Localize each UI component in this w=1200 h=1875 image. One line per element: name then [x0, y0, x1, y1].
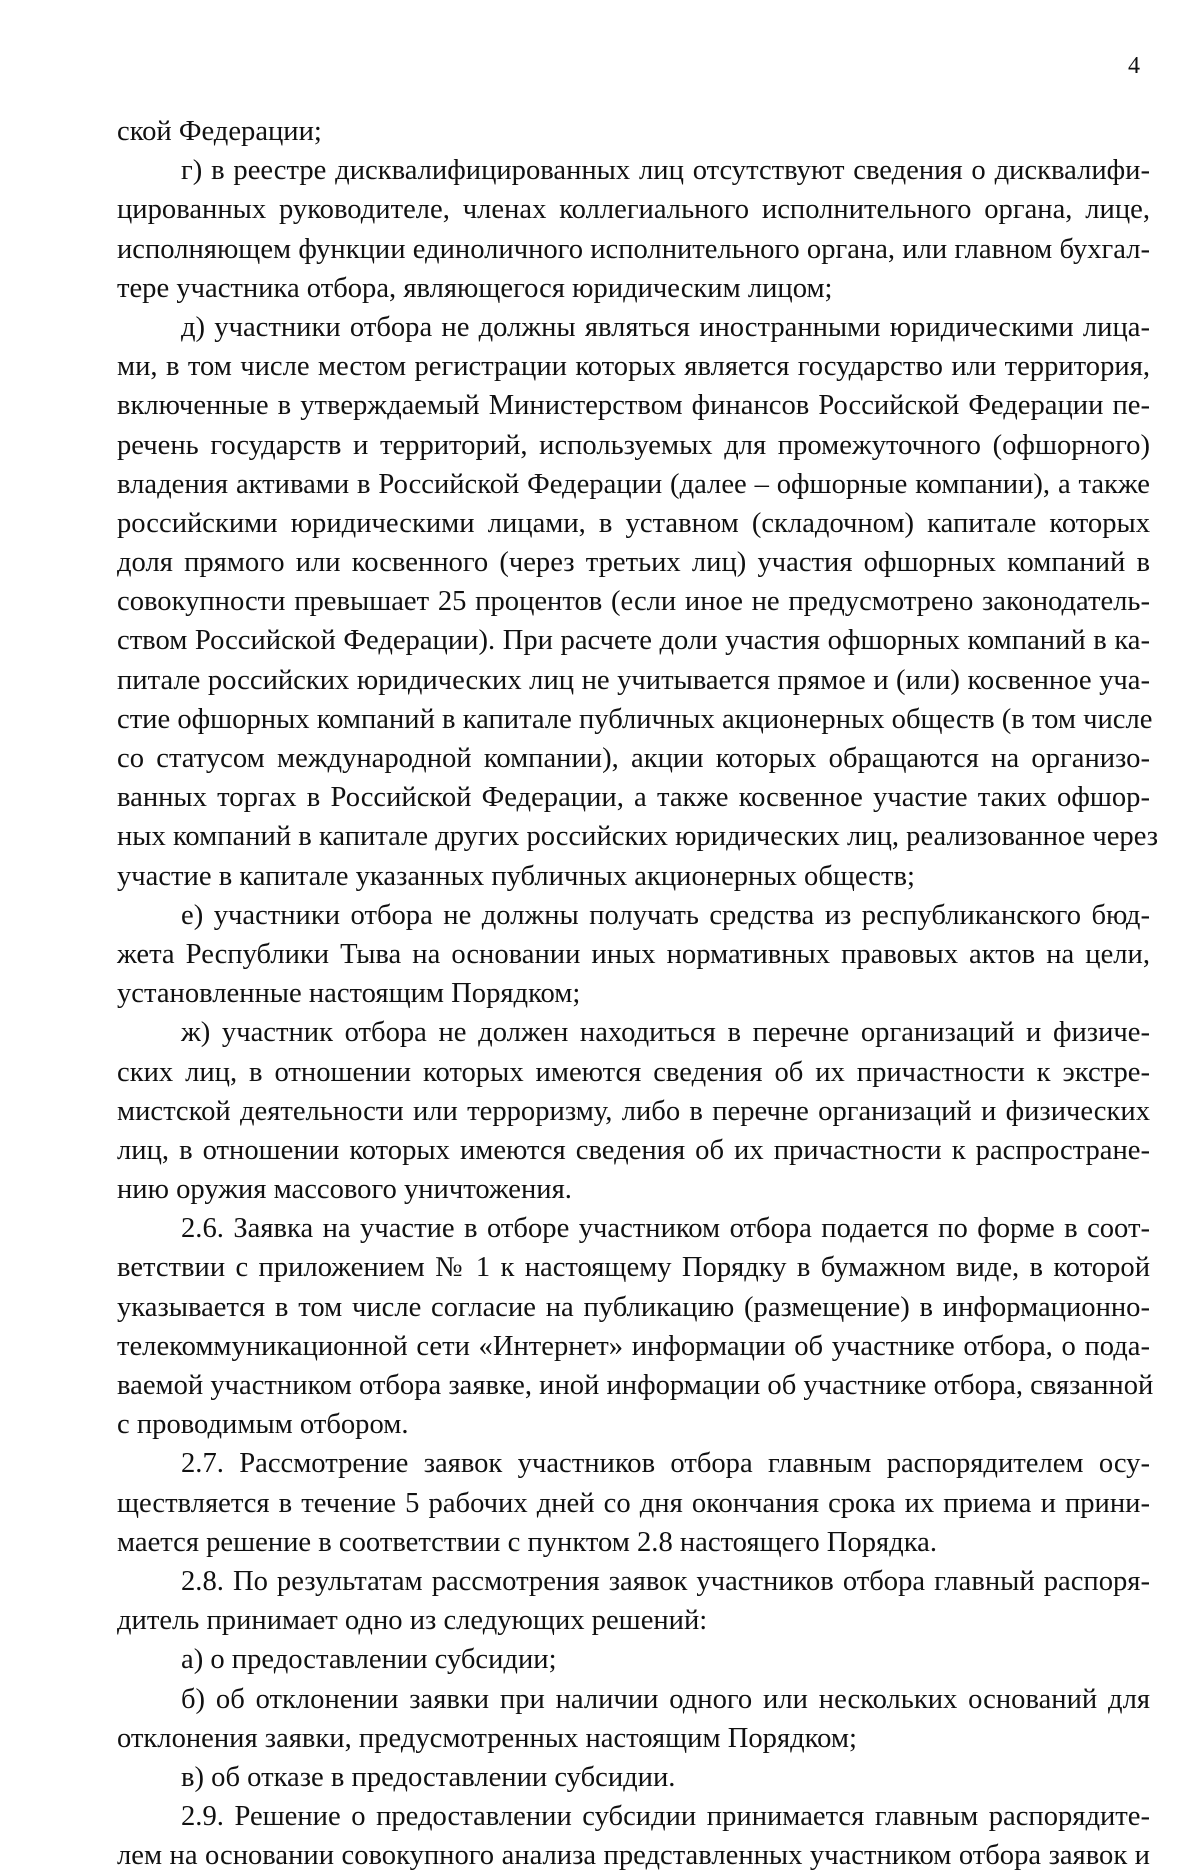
text-line: цированных руководителе, членах коллегиального исполнительного органа, лице, [117, 194, 1150, 226]
text-line: ванных торгах в Российской Федерации, а также косвенное участие таких офшор- [117, 782, 1150, 814]
text-line: стие офшорных компаний в капитале публичных акционерных обществ (в том числе [117, 703, 1153, 735]
text-line: исполняющем функции единоличного исполнительного органа, или главном бухгал- [117, 233, 1150, 265]
text-line: г) в реестре дисквалифицированных лиц отсутствуют сведения о дисквалифи- [181, 155, 1150, 187]
text-line: ством Российской Федерации). При расчете доли участия офшорных компаний в ка- [117, 625, 1150, 657]
text-line: нию оружия массового уничтожения. [117, 1174, 572, 1206]
text-line: 2.6. Заявка на участие в отборе участником отбора подается по форме в соот- [181, 1213, 1150, 1245]
text-line: доля прямого или косвенного (через третьих лиц) участия офшорных компаний в [117, 547, 1150, 579]
text-line: мается решение в соответствии с пунктом 2.8 настоящего Порядка. [117, 1526, 938, 1558]
text-line: российскими юридическими лицами, в уставном (складочном) капитале которых [117, 507, 1150, 539]
text-line: ществляется в течение 5 рабочих дней со дня окончания срока их приема и прини- [117, 1487, 1150, 1519]
page-number: 4 [1128, 53, 1140, 79]
text-line: ваемой участником отбора заявке, иной информации об участнике отбора, связанной [117, 1370, 1154, 1401]
text-line: участие в капитале указанных публичных акционерных обществ; [117, 860, 915, 892]
text-line: ских лиц, в отношении которых имеются сведения об их причастности к экстре- [117, 1056, 1150, 1088]
text-line: б) об отклонении заявки при наличии одного или нескольких оснований для [181, 1683, 1150, 1715]
text-line: питале российских юридических лиц не учитывается прямое и (или) косвенное уча- [117, 664, 1150, 696]
text-line: е) участники отбора не должны получать средства из республиканского бюд- [181, 899, 1150, 931]
text-line: лиц, в отношении которых имеются сведения об их причастности к распростране- [117, 1134, 1150, 1166]
text-line: ж) участник отбора не должен находиться в перечне организаций и физиче- [181, 1017, 1150, 1049]
text-line: включенные в утверждаемый Министерством финансов Российской Федерации пе- [117, 390, 1150, 422]
text-line: ветствии с приложением № 1 к настоящему Порядку в бумажном виде, в которой [117, 1252, 1150, 1284]
text-line: со статусом международной компании), акции которых обращаются на организо- [117, 743, 1150, 774]
text-line: речень государств и территорий, используемых для промежуточного (офшорного) [117, 429, 1150, 461]
text-line: ных компаний в капитале других российских юридических лиц, реализованное через [117, 821, 1159, 853]
text-line: 2.8. По результатам рассмотрения заявок участников отбора главный распоря- [181, 1565, 1150, 1597]
text-line: в) об отказе в предоставлении субсидии. [181, 1761, 676, 1793]
text-line: тере участника отбора, являющегося юридическим лицом; [117, 272, 833, 304]
text-line: 2.7. Рассмотрение заявок участников отбора главным распорядителем осу- [181, 1448, 1150, 1480]
text-line: ми, в том числе местом регистрации которых является государство или территория, [117, 351, 1150, 383]
text-line: совокупности превышает 25 процентов (если иное не предусмотрено законодатель- [117, 586, 1150, 618]
document-body [117, 112, 1159, 1875]
text-line: отклонения заявки, предусмотренных настоящим Порядком; [117, 1722, 857, 1754]
text-line: ской Федерации; [117, 116, 322, 147]
text-line: лем на основании совокупного анализа представленных участником отбора заявок и [117, 1840, 1150, 1872]
text-line: телекоммуникационной сети «Интернет» информации об участнике отбора, о пода- [117, 1330, 1150, 1362]
text-line: дитель принимает одно из следующих решений: [117, 1605, 708, 1637]
text-line: 2.9. Решение о предоставлении субсидии принимается главным распорядите- [181, 1801, 1150, 1833]
text-line: а) о предоставлении субсидии; [181, 1644, 557, 1676]
text-line: д) участники отбора не должны являться иностранными юридическими лица- [181, 311, 1150, 343]
text-line: владения активами в Российской Федерации (далее – офшорные компании), а также [117, 468, 1150, 500]
text-line: указывается в том числе согласие на публикацию (размещение) в информационно- [117, 1291, 1150, 1323]
text-line: жета Республики Тыва на основании иных нормативных правовых актов на цели, [117, 938, 1150, 970]
text-line: установленные настоящим Порядком; [117, 978, 581, 1010]
text-line: мистской деятельности или терроризму, либо в перечне организаций и физических [117, 1095, 1150, 1127]
text-line: с проводимым отбором. [117, 1409, 409, 1441]
